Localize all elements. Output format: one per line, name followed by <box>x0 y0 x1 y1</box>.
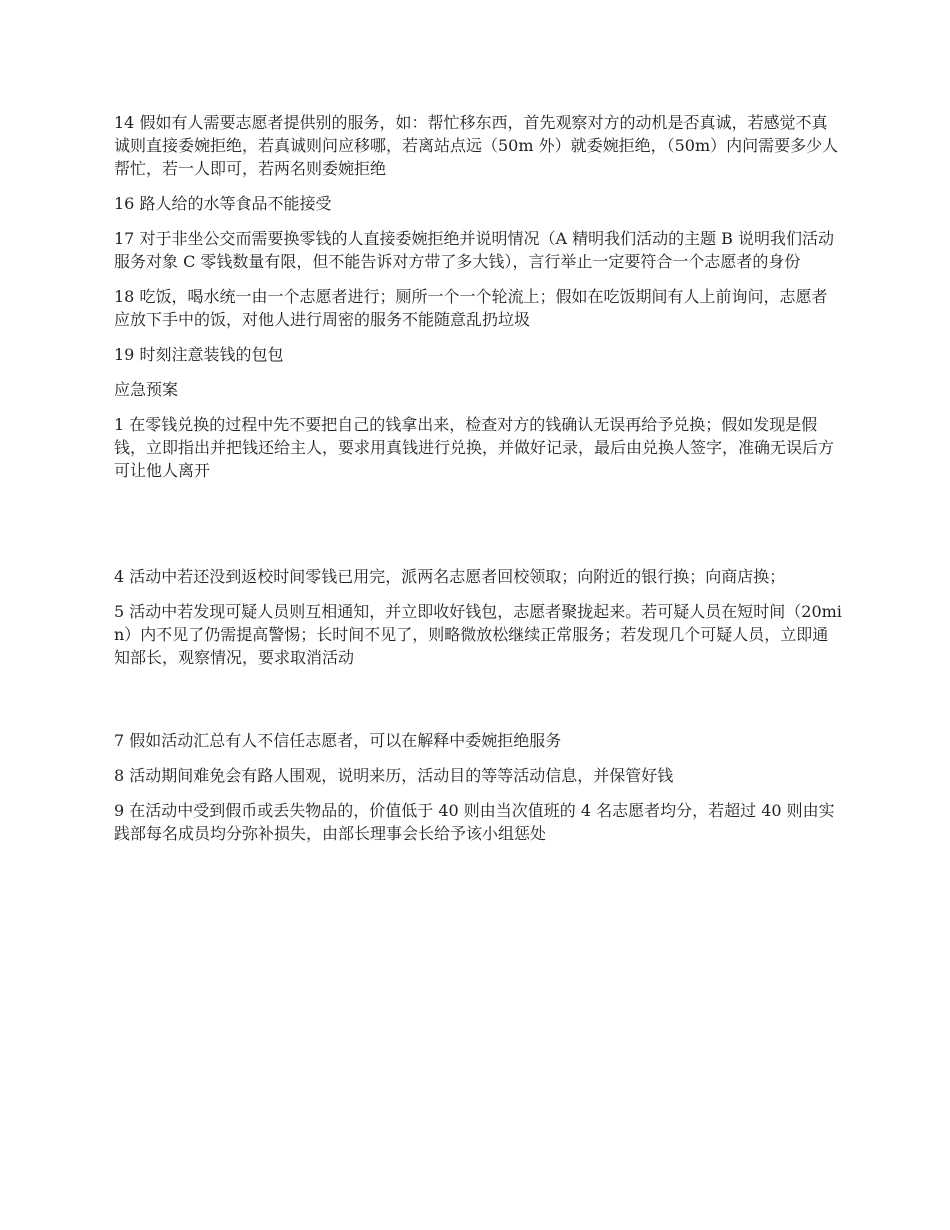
emergency-item-8: 8 活动期间难免会有路人围观，说明来历，活动目的等等活动信息，并保管好钱 <box>114 766 674 785</box>
document-page <box>114 111 842 857</box>
section-heading-emergency-plan: 应急预案 <box>114 380 179 399</box>
emergency-item-5: 5 活动中若发现可疑人员则互相通知，并立即收好钱包，志愿者聚拢起来。若可疑人员在短时间（20min）内不见了仍需提高警惕；长时间不见了，则略微放松继续正常服务；若发现几个可疑人员，立即通知部长，观察情况，要求取消活动 <box>114 602 842 667</box>
emergency-item-4: 4 活动中若还没到返校时间零钱已用完，派两名志愿者回校领取；向附近的银行换；向商店换； <box>114 567 786 586</box>
emergency-item-9: 9 在活动中受到假币或丢失物品的，价值低于 40 则由当次值班的 4 名志愿者均分，若超过 40 则由实践部每名成员均分弥补损失，由部长理事会长给予该小组惩处 <box>114 801 835 843</box>
paragraph-16: 16 路人给的水等食品不能接受 <box>114 194 332 213</box>
paragraph-17: 17 对于非坐公交而需要换零钱的人直接委婉拒绝并说明情况（A 精明我们活动的主题 B 说明我们活动服务对象 C 零钱数量有限，但不能告诉对方带了多大钱），言行举止一定要符合一个志愿者的身份 <box>114 229 835 271</box>
blank-gap <box>114 681 842 729</box>
paragraph-18: 18 吃饭，喝水统一由一个志愿者进行；厕所一个一个轮流上；假如在吃饭期间有人上前询问，志愿者应放下手中的饭，对他人进行周密的服务不能随意乱扔垃圾 <box>114 287 828 329</box>
emergency-item-1: 1 在零钱兑换的过程中先不要把自己的钱拿出来，检查对方的钱确认无误再给予兑换；假如发现是假钱，立即指出并把钱还给主人，要求用真钱进行兑换，并做好记录，最后由兑换人签字，准确无误后方可让他人离开 <box>114 415 835 480</box>
emergency-item-7: 7 假如活动汇总有人不信任志愿者，可以在解释中委婉拒绝服务 <box>114 731 562 750</box>
paragraph-14: 14 假如有人需要志愿者提供别的服务，如：帮忙移东西，首先观察对方的动机是否真诚，若感觉不真诚则直接委婉拒绝，若真诚则问应移哪，若离站点远（50m 外）就委婉拒绝，（50m）内问需要多少人帮忙，若一人即可，若两名则委婉拒绝 <box>114 113 839 178</box>
paragraph-19: 19 时刻注意装钱的包包 <box>114 345 284 364</box>
blank-gap <box>114 494 842 565</box>
